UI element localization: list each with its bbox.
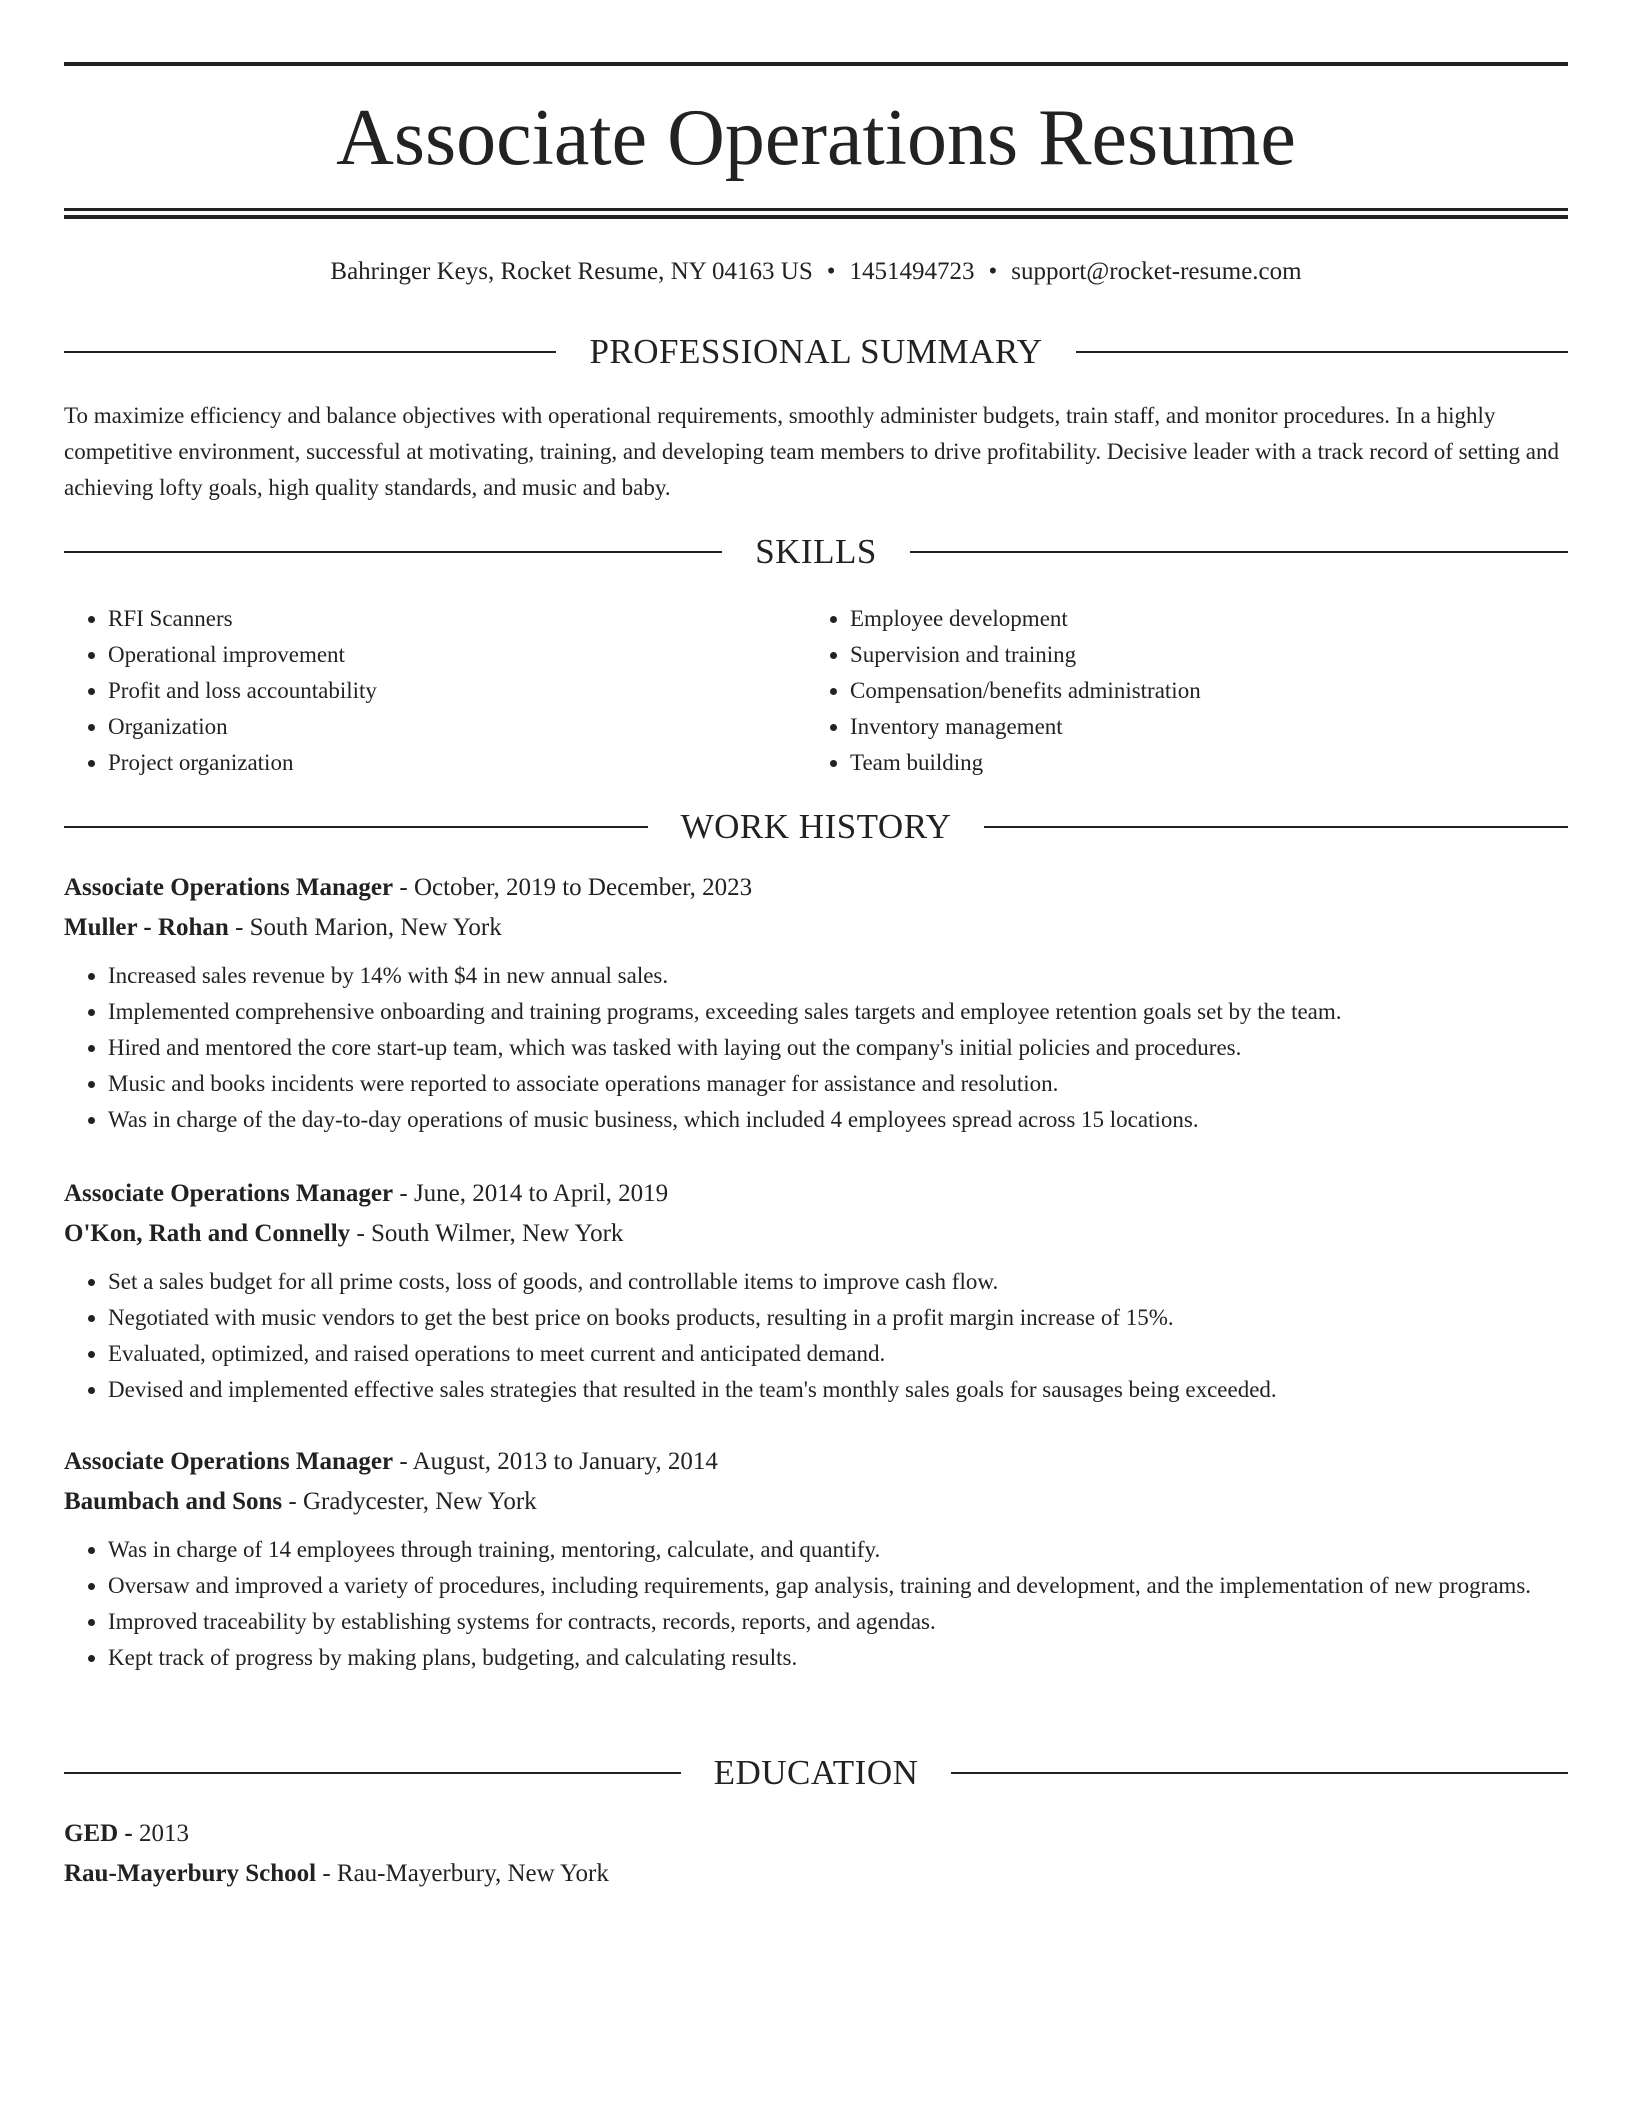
job-dates: - October, 2019 to December, 2023 [393, 874, 753, 901]
section-title-skills: SKILLS [755, 532, 877, 571]
contact-separator: • [988, 258, 998, 285]
job-title-line [64, 868, 1568, 908]
title-double-rule [64, 208, 1568, 219]
divider [64, 826, 648, 828]
job-bullet: • Kept track of progress by making plans, budgeting, and calculating results. [108, 1640, 1568, 1676]
job-title-line [64, 1174, 1568, 1214]
job-entry [64, 868, 1568, 1138]
section-heading-skills [64, 530, 1568, 574]
education-school-line [64, 1854, 1568, 1894]
job-bullet: • Was in charge of 14 employees through training, mentoring, calculate, and quantify. [108, 1532, 1568, 1568]
education-entry [64, 1814, 1568, 1894]
skill-item: • Compensation/benefits administration [850, 673, 1548, 709]
job-title: Associate Operations Manager [64, 1448, 394, 1475]
education-degree-line [64, 1814, 1568, 1854]
job-entry [64, 1442, 1568, 1676]
skill-item: • Inventory management [850, 709, 1548, 745]
job-bullets [64, 1532, 1568, 1676]
job-title-line [64, 1442, 1568, 1482]
job-company-line [64, 1214, 1568, 1254]
job-dates: - August, 2013 to January, 2014 [393, 1448, 718, 1475]
summary-text: To maximize efficiency and balance objectives with operational requirements, smoothly administer budgets, train staff, and monitor procedures. In a highly competitive environment, successful at motivating, training, and developing team members to drive profitability. Decisive leader with a track record of setting and achieving lofty goals, high quality standards, and music and baby. [64, 403, 1559, 500]
job-bullet: • Devised and implemented effective sales strategies that resulted in the team's monthly sales goals for sausages being exceeded. [108, 1372, 1568, 1408]
skills-column-left [64, 601, 806, 781]
contact-separator: • [826, 258, 836, 285]
section-heading-education [64, 1751, 1568, 1795]
job-company: Muller - Rohan [64, 914, 229, 941]
job-company: Baumbach and Sons [64, 1488, 283, 1515]
divider [910, 551, 1568, 553]
skill-item: • RFI Scanners [108, 601, 806, 637]
education-degree: GED - [64, 1820, 133, 1847]
divider [951, 1772, 1568, 1774]
section-heading-summary [64, 330, 1568, 374]
job-bullet: • Was in charge of the day-to-day operations of music business, which included 4 employees spread across 15 locations. [108, 1102, 1568, 1138]
contact-email: support@rocket-resume.com [1011, 258, 1302, 285]
job-location: - Gradycester, New York [282, 1488, 537, 1515]
job-dates: - June, 2014 to April, 2019 [393, 1180, 669, 1207]
skill-item: • Project organization [108, 745, 806, 781]
job-bullets [64, 958, 1568, 1138]
job-bullet: • Increased sales revenue by 14% with $4 in new annual sales. [108, 958, 1568, 994]
skills-list [64, 601, 1568, 781]
skill-item: • Employee development [850, 601, 1548, 637]
resume-title: Associate Operations Resume [336, 94, 1296, 182]
job-location: - South Wilmer, New York [350, 1220, 624, 1247]
skills-column-right [806, 601, 1548, 781]
section-title-education: EDUCATION [713, 1753, 919, 1792]
job-company: O'Kon, Rath and Connelly [64, 1220, 351, 1247]
skill-item: • Operational improvement [108, 637, 806, 673]
job-company-line [64, 908, 1568, 948]
job-company-line [64, 1482, 1568, 1522]
contact-phone: 1451494723 [849, 258, 975, 285]
skill-item: • Supervision and training [850, 637, 1548, 673]
divider [64, 1772, 681, 1774]
divider [984, 826, 1568, 828]
job-bullet: • Implemented comprehensive onboarding and training programs, exceeding sales targets and employee retention goals set by the team. [108, 994, 1568, 1030]
contact-line [64, 254, 1568, 290]
skill-item: • Organization [108, 709, 806, 745]
job-bullets [64, 1264, 1568, 1408]
job-bullet: • Evaluated, optimized, and raised operations to meet current and anticipated demand. [108, 1336, 1568, 1372]
job-entry [64, 1174, 1568, 1408]
top-rule [64, 62, 1568, 66]
job-bullet: • Oversaw and improved a variety of procedures, including requirements, gap analysis, training and development, and the implementation of new programs. [108, 1568, 1568, 1604]
skill-item: • Team building [850, 745, 1548, 781]
section-heading-work [64, 805, 1568, 849]
job-bullet: • Negotiated with music vendors to get the best price on books products, resulting in a profit margin increase of 15%. [108, 1300, 1568, 1336]
job-title: Associate Operations Manager [64, 874, 394, 901]
job-location: - South Marion, New York [228, 914, 502, 941]
education-school: Rau-Mayerbury School [64, 1860, 317, 1887]
skill-item: • Profit and loss accountability [108, 673, 806, 709]
divider [1076, 351, 1568, 353]
education-location: - Rau-Mayerbury, New York [316, 1860, 609, 1887]
job-bullet: • Music and books incidents were reported to associate operations manager for assistance and resolution. [108, 1066, 1568, 1102]
section-title-summary: PROFESSIONAL SUMMARY [589, 332, 1043, 371]
job-bullet: • Set a sales budget for all prime costs, loss of goods, and controllable items to improve cash flow. [108, 1264, 1568, 1300]
job-title: Associate Operations Manager [64, 1180, 394, 1207]
job-bullet: • Hired and mentored the core start-up team, which was tasked with laying out the company's initial policies and procedures. [108, 1030, 1568, 1066]
education-year: 2013 [132, 1820, 189, 1847]
divider [64, 551, 722, 553]
section-title-work: WORK HISTORY [680, 807, 952, 846]
job-bullet: • Improved traceability by establishing systems for contracts, records, reports, and agendas. [108, 1604, 1568, 1640]
divider [64, 351, 556, 353]
contact-address: Bahringer Keys, Rocket Resume, NY 04163 US [330, 258, 813, 285]
